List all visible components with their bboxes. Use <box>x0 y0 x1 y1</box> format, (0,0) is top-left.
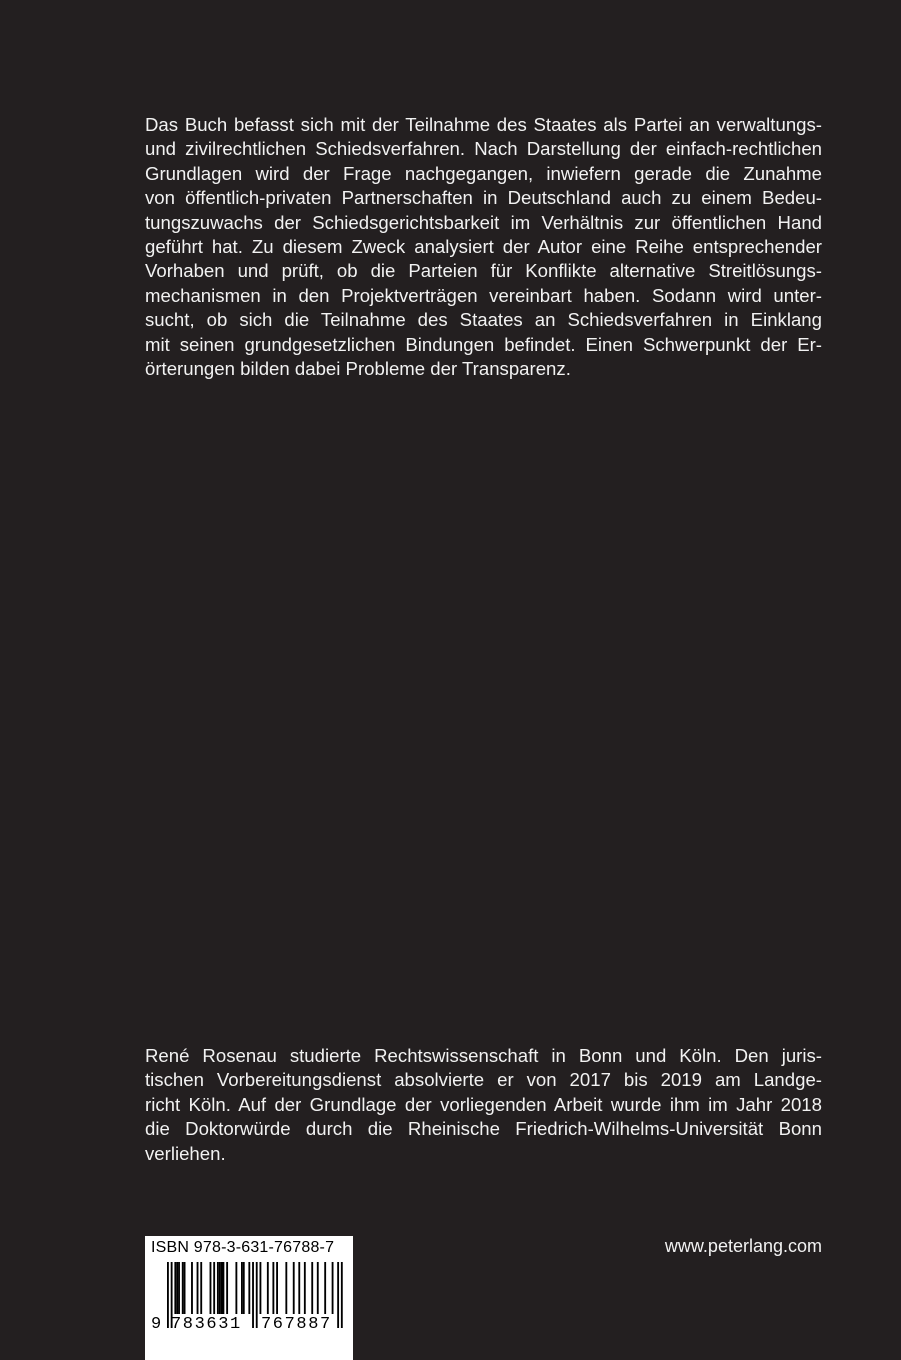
description-line: geführt hat. Zu diesem Zweck analysiert der Autor eine Reihe entsprechender <box>145 236 822 258</box>
barcode-bar <box>184 1262 186 1314</box>
description-line: Vorhaben und prüft, ob die Parteien für Konflikte alternative Streitlösungs- <box>145 260 822 282</box>
barcode-bar <box>191 1262 193 1314</box>
author-bio-line: René Rosenau studierte Rechtswissenschaft in Bonn und Köln. Den juris- <box>145 1045 822 1066</box>
barcode-bar <box>226 1262 228 1314</box>
barcode-bar <box>178 1262 180 1314</box>
barcode-digits <box>145 1315 353 1335</box>
book-description <box>145 113 822 381</box>
barcode-bar <box>248 1262 250 1314</box>
barcode-bar <box>332 1262 334 1314</box>
barcode-bar <box>213 1262 215 1314</box>
barcode-bar <box>304 1262 306 1314</box>
barcode-bar <box>285 1262 287 1314</box>
author-bio-line: richt Köln. Auf der Grundlage der vorliegenden Arbeit wurde ihm im Jahr 2018 <box>145 1093 822 1115</box>
barcode-digits-left: 783631 <box>171 1315 242 1334</box>
barcode-bar <box>210 1262 212 1314</box>
author-bio <box>145 1044 822 1166</box>
barcode-bar <box>200 1262 202 1314</box>
isbn-label: ISBN 978-3-631-76788-7 <box>151 1239 335 1256</box>
barcode-digits-right: 767887 <box>261 1315 332 1334</box>
barcode-bar <box>221 1262 223 1314</box>
barcode-graphic <box>145 1236 353 1360</box>
barcode-bar <box>217 1262 219 1314</box>
barcode-bar <box>276 1262 278 1314</box>
description-line: und zivilrechtlichen Schiedsverfahren. Nach Darstellung der einfach-rechtlichen <box>145 138 822 160</box>
barcode-bar <box>197 1262 199 1314</box>
barcode-bar <box>223 1262 225 1314</box>
barcode-bar <box>235 1262 237 1314</box>
description-line: Das Buch befasst sich mit der Teilnahme des Staates als Partei an verwaltungs- <box>145 114 822 135</box>
barcode-bar <box>243 1262 245 1314</box>
barcode-digit-first: 9 <box>151 1315 162 1334</box>
description-line: sucht, ob sich die Teilnahme des Staates an Schiedsverfahren in Einklang <box>145 309 822 331</box>
description-line: Grundlagen wird der Frage nachgegangen, inwiefern gerade die Zunahme <box>145 162 822 184</box>
barcode-bar <box>298 1262 300 1314</box>
description-line: von öffentlich-privaten Partnerschaften in Deutschland auch zu einem Bedeu- <box>145 187 822 209</box>
barcode-bar <box>317 1262 319 1314</box>
barcode-bar <box>272 1262 274 1314</box>
barcode-bar <box>293 1262 295 1314</box>
author-bio-line: verliehen. <box>145 1142 226 1164</box>
isbn-barcode-box <box>145 1236 353 1360</box>
barcode-bar <box>260 1262 262 1314</box>
author-bio-line: tischen Vorbereitungsdienst absolvierte er von 2017 bis 2019 am Landge- <box>145 1069 822 1091</box>
barcode-bar <box>324 1262 326 1314</box>
barcode-bar <box>267 1262 269 1314</box>
barcode-bar <box>311 1262 313 1314</box>
author-bio-line: die Doktorwürde durch die Rheinische Friedrich-Wilhelms-Universität Bonn <box>145 1118 822 1140</box>
barcode-bar <box>176 1262 178 1314</box>
barcode-bar <box>241 1262 243 1314</box>
description-line: mechanismen in den Projektverträgen vereinbart haben. Sodann wird unter- <box>145 284 822 306</box>
description-line: mit seinen grundgesetzlichen Bindungen befindet. Einen Schwerpunkt der Er- <box>145 333 822 355</box>
barcode-bar <box>182 1262 184 1314</box>
publisher-website[interactable]: www.peterlang.com <box>664 1236 822 1256</box>
description-line: tungszuwachs der Schiedsgerichtsbarkeit im Verhältnis zur öffentlichen Hand <box>145 211 822 233</box>
description-line: örterungen bilden dabei Probleme der Transparenz. <box>145 358 571 380</box>
barcode-bar <box>219 1262 221 1314</box>
barcode-bar <box>174 1262 176 1314</box>
